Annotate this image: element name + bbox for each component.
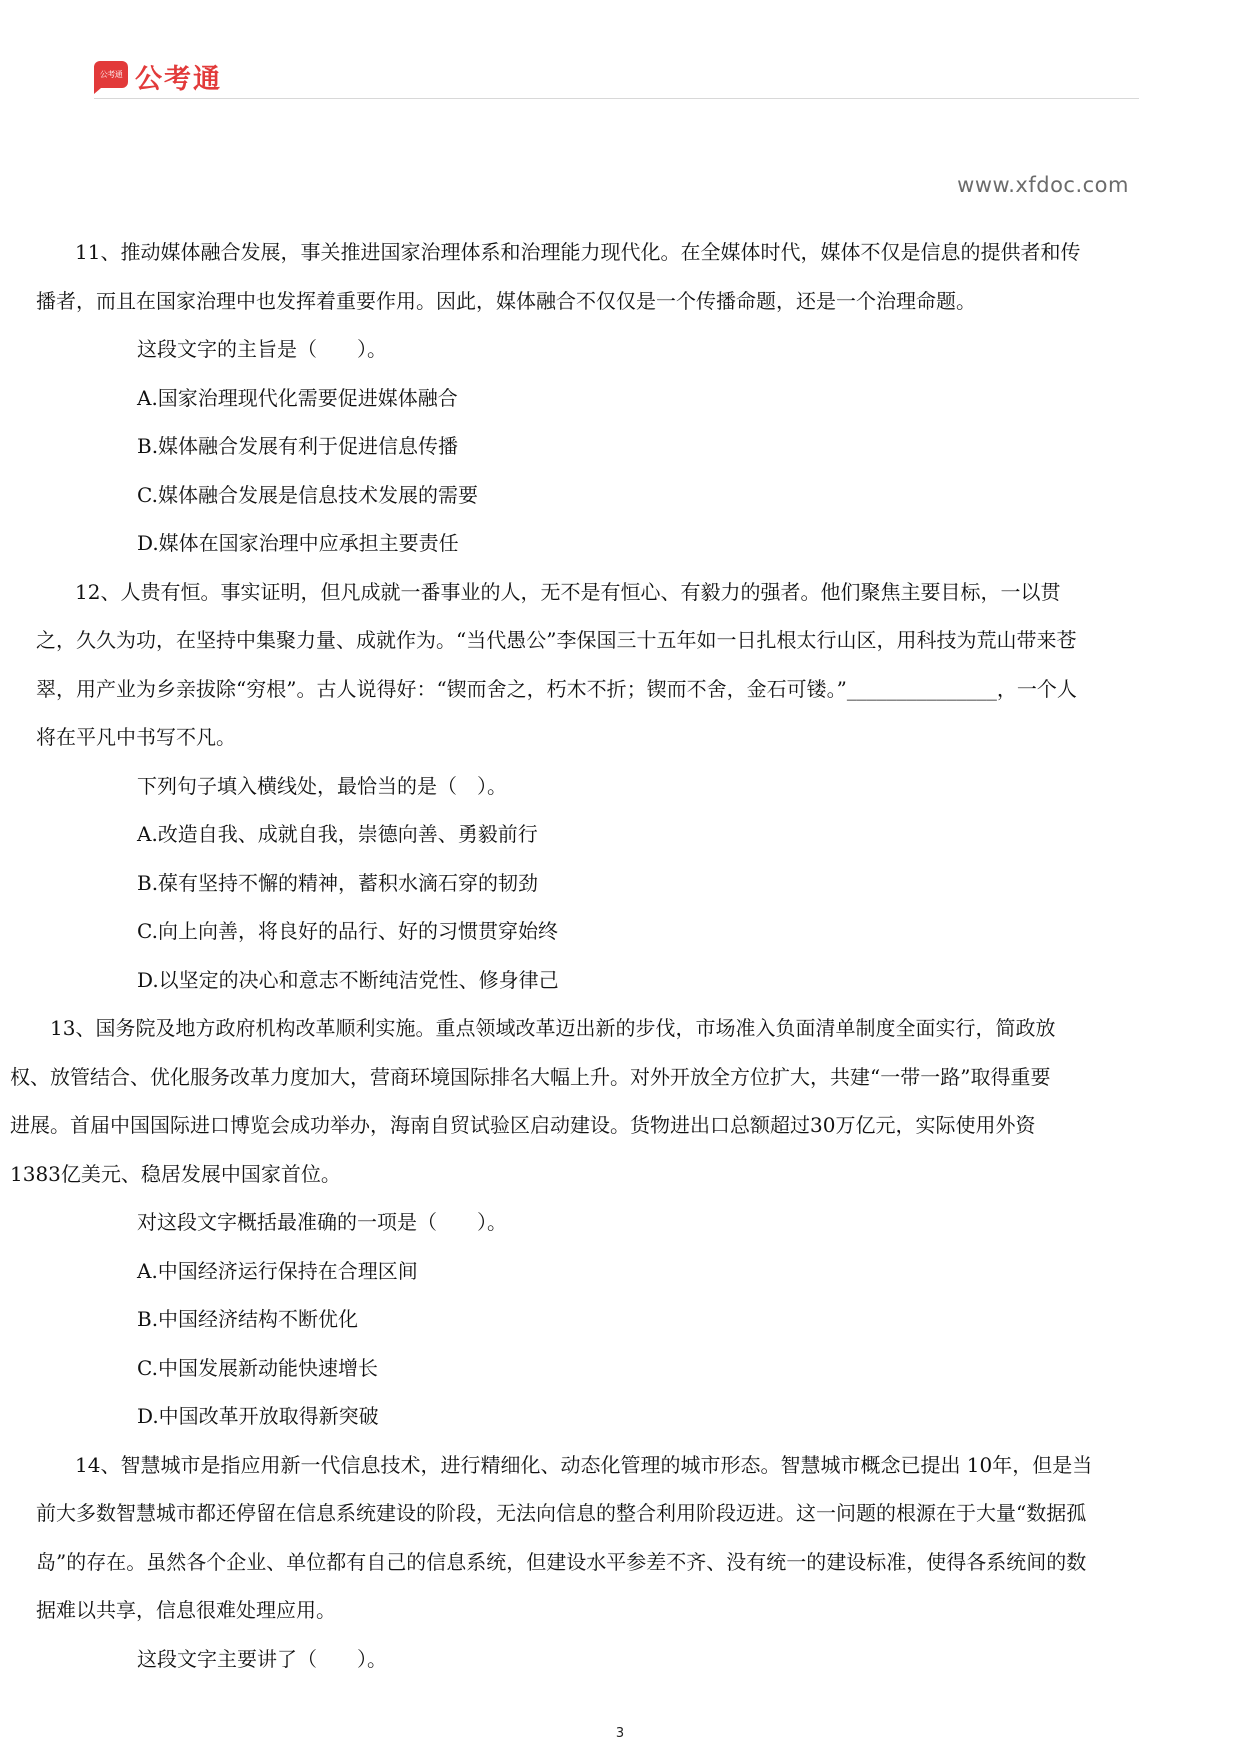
question-prompt: 这段文字的主旨是（ ）。 (137, 337, 387, 361)
question-stem: 14、智慧城市是指应用新一代信息技术，进行精细化、动态化管理的城市形态。智慧城市概念已提出 10年，但是当前大多数智慧城市都还停留在信息系统建设的阶段，无法向信息的整合利用阶段迈进。这一问题的根源在于大量“数据孤岛”的存在。虽然各个企业、单位都有自己的信息系统，但建设水平参差不齐、没有统一的建设标准，使得各系统间的数据难以共享，信息很难处理应用。 (36, 1452, 1093, 1622)
option-c: C.媒体融合发展是信息技术发展的需要 (137, 482, 478, 507)
page-number: 3 (615, 1726, 625, 1741)
question-stem: 12、人贵有恒。事实证明，但凡成就一番事业的人，无不是有恒心、有毅力的强者。他们聚焦主要目标，一以贯之，久久为功，在坚持中集聚力量、成就作为。“当代愚公”李保国三十五年如一日扎根太行山区，用科技为荒山带来苍翠，用产业为乡亲拔除“穷根”。古人说得好：“锲而舍之，朽木不折；锲而不舍，金石可镂。”_______________，一个人将在平凡中书写不凡。 (36, 579, 1077, 749)
question-11 (0, 228, 1240, 568)
option-b: B.葆有坚持不懈的精神，蓄积水滴石穿的韧劲 (137, 870, 539, 895)
brand-logo-text: 公考通 (135, 64, 222, 95)
option-a: A.中国经济运行保持在合理区间 (137, 1258, 418, 1283)
question-13 (0, 1004, 1240, 1441)
option-a: A.改造自我、成就自我，崇德向善、勇毅前行 (137, 822, 538, 846)
question-stem: 11、推动媒体融合发展，事关推进国家治理体系和治理能力现代化。在全媒体时代，媒体不仅是信息的提供者和传播者，而且在国家治理中也发挥着重要作用。因此，媒体融合不仅仅是一个传播命题，还是一个治理命题。 (36, 240, 1081, 313)
option-b: B.媒体融合发展有利于促进信息传播 (137, 434, 459, 458)
question-14 (0, 1441, 1240, 1684)
site-watermark: www.xfdoc.com (957, 173, 1129, 197)
document-header (94, 57, 1139, 99)
question-prompt: 下列句子填入横线处，最恰当的是（ ）。 (137, 773, 507, 798)
question-stem: 13、国务院及地方政府机构改革顺利实施。重点领域改革迈出新的步伐，市场准入负面清单制度全面实行，简政放权、放管结合、优化服务改革力度加大，营商环境国际排名大幅上升。对外开放全方位扩大，共建“一带一路”取得重要进展。首届中国国际进口博览会成功举办，海南自贸试验区启动建设。货物进出口总额超过30万亿元，实际使用外资 1383亿美元、稳居发展中国家首位。 (10, 1016, 1056, 1186)
option-c: C.向上向善，将良好的品行、好的习惯贯穿始终 (137, 919, 558, 943)
option-d: D.以坚定的决心和意志不断纯洁党性、修身律己 (137, 967, 559, 992)
question-prompt: 对这段文字概括最准确的一项是（ ）。 (137, 1210, 507, 1234)
logo-icon: 公考通 (94, 61, 128, 88)
option-a: A.国家治理现代化需要促进媒体融合 (137, 385, 458, 410)
document-body (0, 228, 1240, 1683)
option-c: C.中国发展新动能快速增长 (137, 1355, 378, 1380)
option-b: B.中国经济结构不断优化 (137, 1307, 359, 1331)
option-d: D.中国改革开放取得新突破 (137, 1404, 379, 1428)
question-prompt: 这段文字主要讲了（ ）。 (137, 1646, 387, 1671)
question-12 (0, 568, 1240, 1005)
option-d: D.媒体在国家治理中应承担主要责任 (137, 531, 459, 555)
